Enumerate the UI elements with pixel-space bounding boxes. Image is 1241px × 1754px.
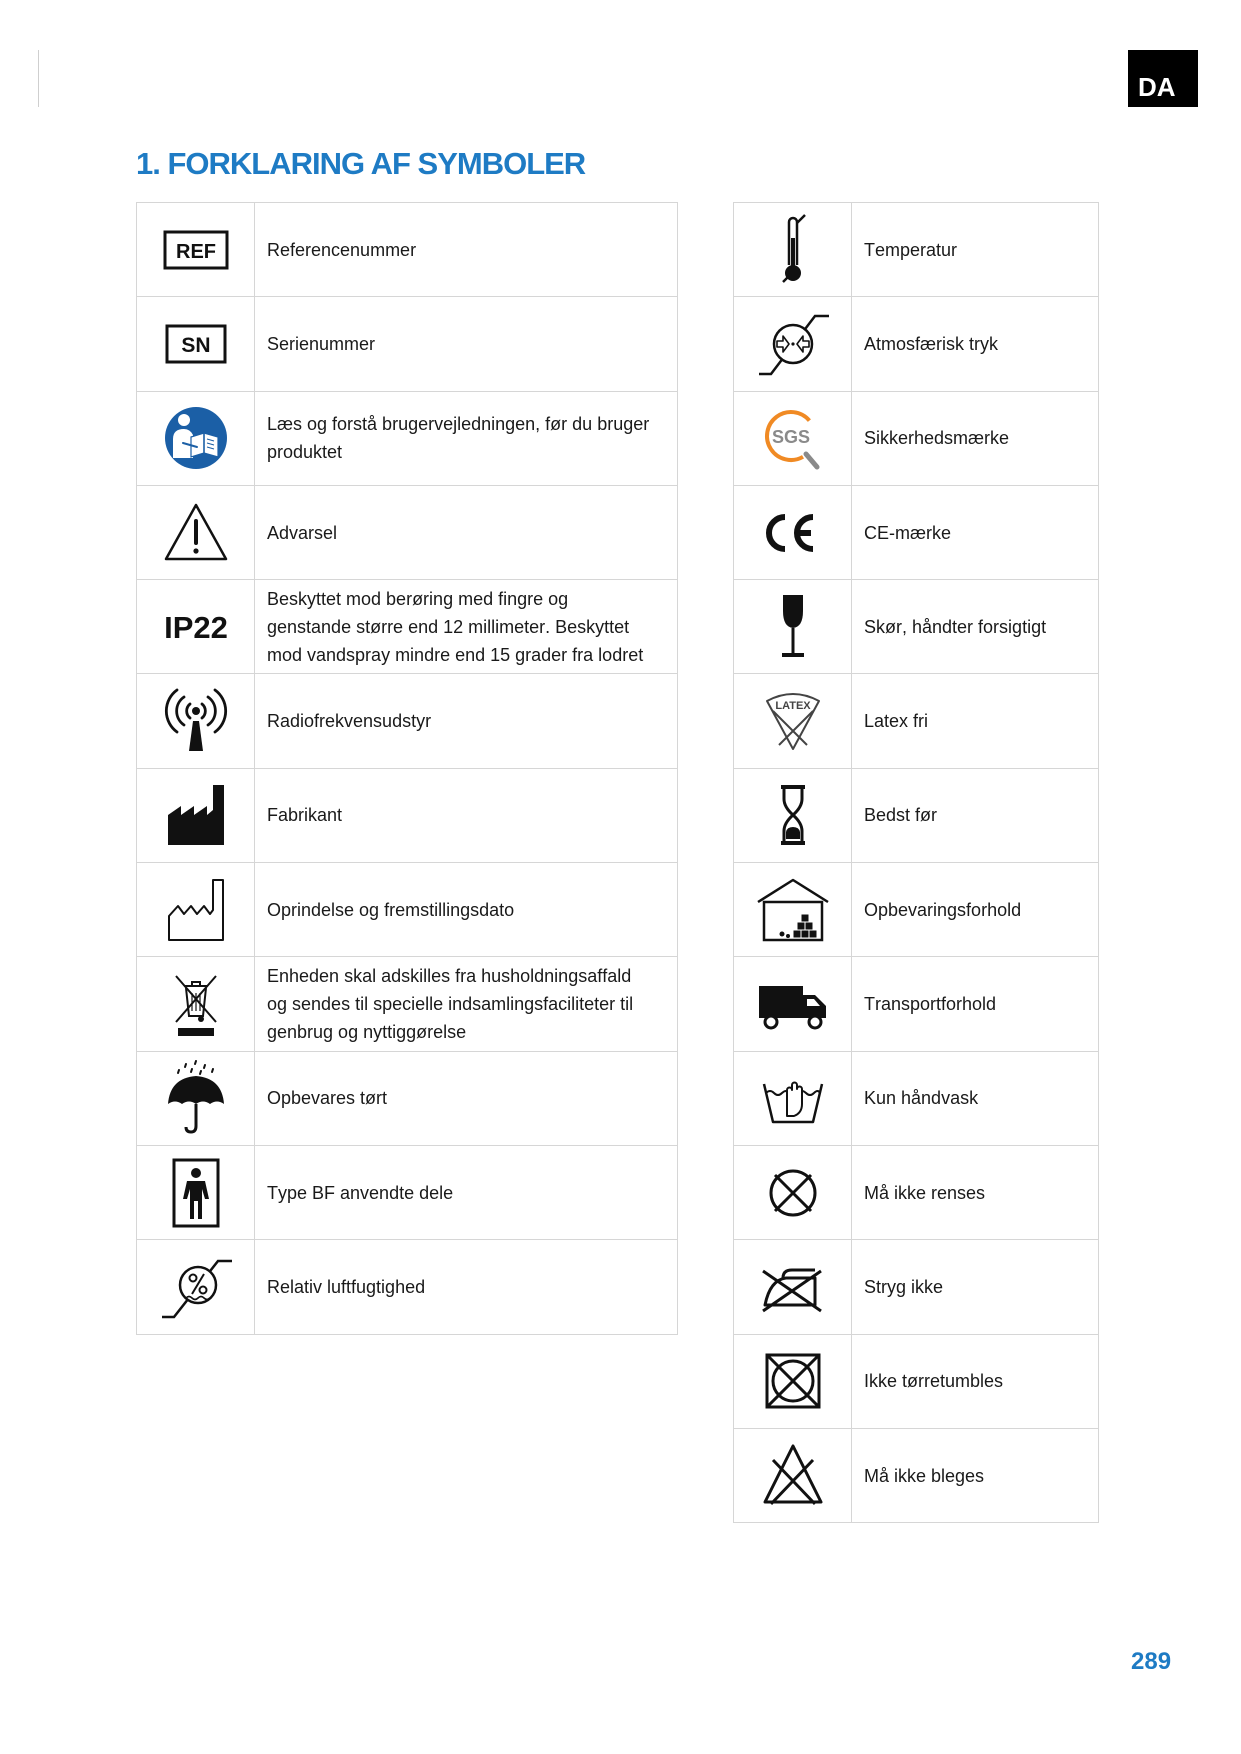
warning-icon-graphic <box>156 493 236 573</box>
symbol-description-cell <box>852 486 1099 580</box>
header-rule <box>38 50 39 107</box>
ip22-icon-label: IP22 <box>163 609 228 645</box>
warning-icon <box>137 486 255 580</box>
symbol-description-cell <box>255 769 678 863</box>
do-not-tumble-dry-icon-graphic <box>753 1341 833 1421</box>
symbol-row-radio-frequency <box>137 674 678 768</box>
symbol-description-cell <box>852 1335 1099 1429</box>
symbol-description-cell <box>852 392 1099 486</box>
symbol-row-manufacturer <box>137 769 678 863</box>
symbol-description-cell <box>852 957 1099 1051</box>
symbol-row-type-bf <box>137 1146 678 1240</box>
symbol-description: Læs og forstå brugervejledningen, før du bruger produktet <box>267 414 650 463</box>
symbol-row-storage-conditions <box>734 863 1099 957</box>
symbol-row-warning <box>137 486 678 580</box>
manufacturer-icon <box>137 769 255 863</box>
symbol-row-do-not-bleach <box>734 1429 1099 1523</box>
symbol-description: Bedst før <box>864 805 938 826</box>
symbol-row-latex-free <box>734 674 1099 768</box>
symbol-row-ce-mark <box>734 486 1099 580</box>
symbol-description: Relativ luftfugtighed <box>267 1276 426 1297</box>
ref-icon-label: REF <box>175 240 216 263</box>
symbol-description: Serienummer <box>267 333 376 354</box>
symbol-description: Kun håndvask <box>864 1088 979 1109</box>
weee-bin-icon-graphic <box>156 964 236 1044</box>
symbol-description-cell <box>852 674 1099 768</box>
fragile-icon-graphic <box>753 587 833 667</box>
hand-wash-icon-graphic <box>753 1058 833 1138</box>
storage-conditions-icon-graphic <box>753 870 833 950</box>
radio-frequency-icon <box>137 674 255 768</box>
do-not-dry-clean-icon-graphic <box>753 1153 833 1233</box>
symbol-description: Beskyttet mod berøring med fingre og genstande større end 12 millimeter. Beskyttet mod vandspray mindre end 15 grader fra lodret <box>267 588 644 665</box>
latex-free-icon-label: LATEX <box>774 700 811 713</box>
serial-number-icon-label: SN <box>180 333 211 357</box>
symbol-description-cell <box>852 769 1099 863</box>
humidity-icon-graphic <box>156 1247 236 1327</box>
symbol-description: Må ikke bleges <box>864 1465 985 1486</box>
use-by-icon-graphic <box>753 775 833 855</box>
temperature-icon-graphic <box>753 210 833 290</box>
use-by-icon <box>734 769 852 863</box>
symbol-description: CE-mærke <box>864 522 952 543</box>
symbol-description-cell <box>255 1146 678 1240</box>
transport-icon <box>734 957 852 1051</box>
symbol-row-manufacture-date <box>137 863 678 957</box>
symbol-description-cell <box>255 1052 678 1146</box>
symbol-description-cell <box>852 580 1099 674</box>
read-manual-icon-graphic <box>156 398 236 478</box>
symbol-description-cell <box>255 863 678 957</box>
symbol-description-cell <box>852 1052 1099 1146</box>
symbol-row-use-by <box>734 769 1099 863</box>
latex-free-icon <box>734 674 852 768</box>
do-not-iron-icon <box>734 1240 852 1334</box>
symbol-description: Sikkerhedsmærke <box>864 428 1010 449</box>
ce-mark-icon <box>734 486 852 580</box>
manufacturer-icon-graphic <box>156 775 236 855</box>
symbol-description-cell <box>852 203 1099 297</box>
sgs-mark-icon-graphic <box>753 398 833 478</box>
weee-bin-icon <box>137 957 255 1051</box>
do-not-dry-clean-icon <box>734 1146 852 1240</box>
serial-number-icon <box>137 297 255 391</box>
humidity-icon <box>137 1240 255 1334</box>
symbol-description-cell <box>852 1146 1099 1240</box>
symbol-description: Latex fri <box>864 711 929 732</box>
symbol-description-cell <box>255 392 678 486</box>
symbol-row-do-not-tumble-dry <box>734 1335 1099 1429</box>
symbol-row-transport <box>734 957 1099 1051</box>
latex-free-icon-graphic <box>753 681 833 761</box>
symbol-description: Atmosfærisk tryk <box>864 333 999 354</box>
atmospheric-pressure-icon <box>734 297 852 391</box>
symbol-description-cell <box>255 297 678 391</box>
page-number: 289 <box>1131 1648 1172 1675</box>
symbol-description: Ikke tørretumbles <box>864 1371 1004 1392</box>
type-bf-icon <box>137 1146 255 1240</box>
ref-icon-graphic <box>156 210 236 290</box>
symbol-description-cell <box>852 1240 1099 1334</box>
symbol-description-cell <box>255 957 678 1051</box>
manufacture-date-icon <box>137 863 255 957</box>
symbol-row-do-not-iron <box>734 1240 1099 1334</box>
symbol-description-cell <box>255 674 678 768</box>
symbol-description-cell <box>852 1429 1099 1523</box>
read-manual-icon <box>137 392 255 486</box>
symbol-row-read-manual <box>137 392 678 486</box>
language-badge-label: DA <box>1138 72 1176 102</box>
symbol-description-cell <box>852 297 1099 391</box>
do-not-iron-icon-graphic <box>753 1247 833 1327</box>
symbol-row-weee <box>137 957 678 1051</box>
ref-icon <box>137 203 255 297</box>
sgs-mark-icon <box>734 392 852 486</box>
symbol-row-hand-wash <box>734 1052 1099 1146</box>
symbol-description: Må ikke renses <box>864 1182 986 1203</box>
symbol-row-humidity <box>137 1240 678 1334</box>
symbol-description-cell <box>255 1240 678 1334</box>
symbol-description: Skør, håndter forsigtigt <box>864 616 1047 637</box>
symbol-row-serial-number <box>137 297 678 391</box>
section-title: 1. FORKLARING AF SYMBOLER <box>136 146 586 181</box>
symbol-table-right <box>733 202 1099 1523</box>
storage-conditions-icon <box>734 863 852 957</box>
symbol-row-atmospheric-pressure <box>734 297 1099 391</box>
symbol-row-safety-mark <box>734 392 1099 486</box>
symbol-description: Referencenummer <box>267 239 417 260</box>
manufacture-date-icon-graphic <box>156 870 236 950</box>
atmospheric-pressure-icon-graphic <box>753 304 833 384</box>
keep-dry-icon-graphic <box>156 1058 236 1138</box>
transport-icon-graphic <box>753 964 833 1044</box>
symbol-description: Enheden skal adskilles fra husholdningsaffald og sendes til specielle indsamlingsfaciliteter til genbrug og nyttiggørelse <box>267 966 634 1043</box>
ce-mark-icon-graphic <box>753 493 833 573</box>
do-not-bleach-icon-graphic <box>753 1436 833 1516</box>
symbol-table-left <box>136 202 678 1335</box>
symbol-description: Radiofrekvensudstyr <box>267 711 432 732</box>
symbol-description: Stryg ikke <box>864 1276 944 1297</box>
serial-number-icon-graphic <box>156 304 236 384</box>
symbol-description-cell <box>255 580 678 674</box>
ip22-icon-graphic <box>156 587 236 667</box>
symbol-description-cell <box>255 203 678 297</box>
hand-wash-icon <box>734 1052 852 1146</box>
symbol-row-keep-dry <box>137 1052 678 1146</box>
symbol-description-cell <box>255 486 678 580</box>
sgs-mark-icon-label: SGS <box>771 427 810 448</box>
symbol-description: Transportforhold <box>864 994 997 1015</box>
symbol-row-ip22 <box>137 580 678 674</box>
symbol-row-fragile <box>734 580 1099 674</box>
symbol-row-temperature <box>734 203 1099 297</box>
symbol-description: Oprindelse og fremstillingsdato <box>267 899 515 920</box>
symbol-description: Fabrikant <box>267 805 343 826</box>
fragile-icon <box>734 580 852 674</box>
symbol-description: Temperatur <box>864 239 958 260</box>
do-not-bleach-icon <box>734 1429 852 1523</box>
symbol-description: Advarsel <box>267 522 338 543</box>
keep-dry-icon <box>137 1052 255 1146</box>
symbol-description: Opbevaringsforhold <box>864 899 1022 920</box>
symbol-description-cell <box>852 863 1099 957</box>
symbol-description: Type BF anvendte dele <box>267 1182 454 1203</box>
symbol-row-reference-number <box>137 203 678 297</box>
do-not-tumble-dry-icon <box>734 1335 852 1429</box>
symbol-row-do-not-dry-clean <box>734 1146 1099 1240</box>
symbol-description: Opbevares tørt <box>267 1088 388 1109</box>
radio-frequency-icon-graphic <box>156 681 236 761</box>
ip22-icon <box>137 580 255 674</box>
type-bf-icon-graphic <box>156 1153 236 1233</box>
temperature-icon <box>734 203 852 297</box>
language-badge <box>1128 50 1198 107</box>
